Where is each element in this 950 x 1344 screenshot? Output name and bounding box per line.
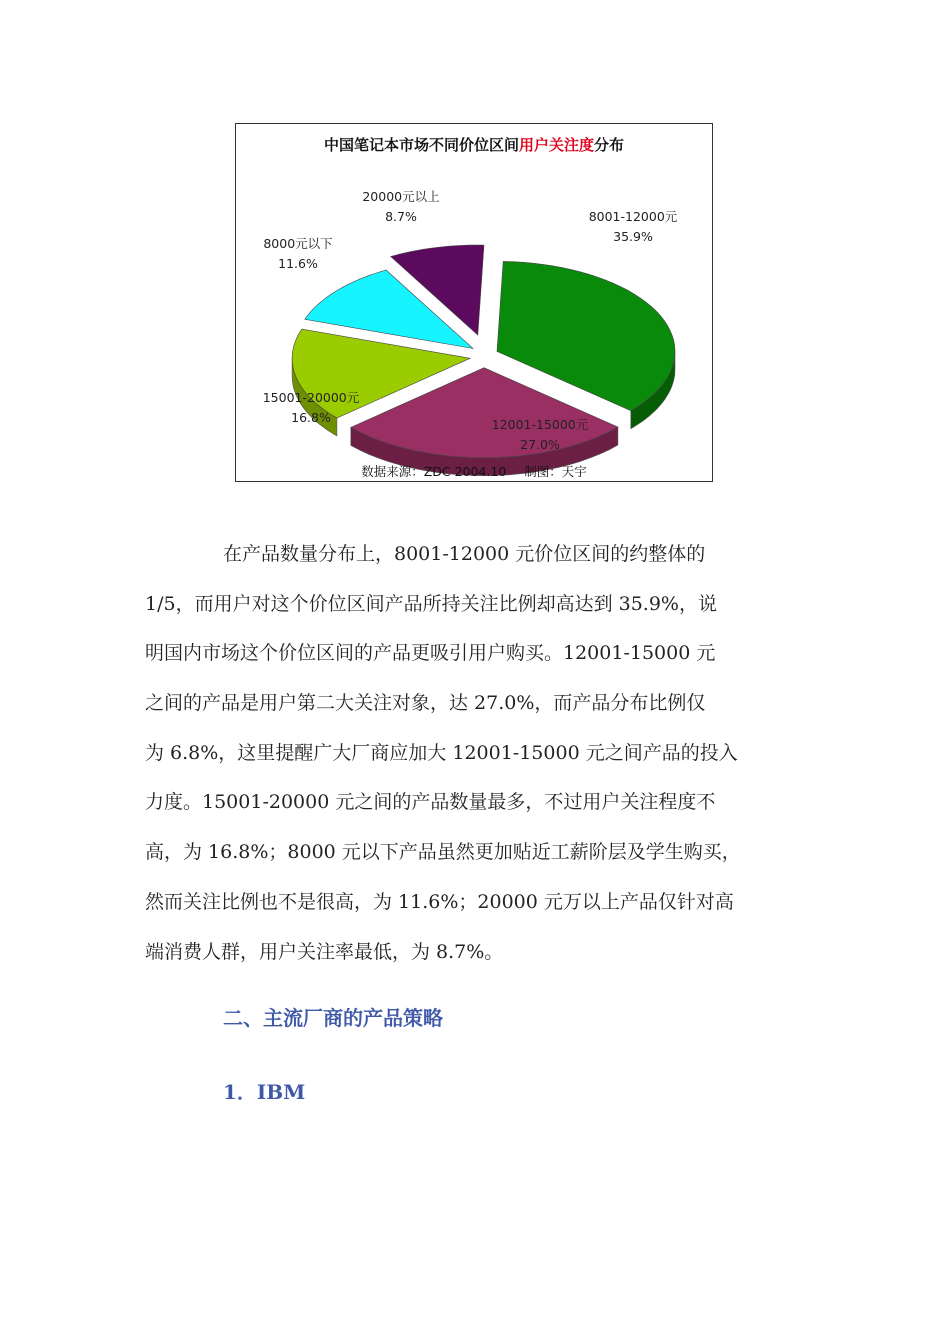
paragraph-line: 然而关注比例也不是很高，为 11.6%；20000 元万以上产品仅针对高	[145, 890, 734, 913]
chart-source	[236, 462, 712, 480]
paragraph-line: 力度。15001-20000 元之间的产品数量最多，不过用户关注程度不	[145, 791, 716, 814]
paragraph-line: 端消费人群，用户关注率最低，为 8.7%。	[145, 940, 504, 963]
slice-value-label: 35.9%	[613, 229, 653, 244]
chart-title-suffix: 分布	[594, 136, 625, 154]
slice-label: 12001-15000元	[491, 417, 589, 432]
slice-value-label: 16.8%	[291, 410, 331, 425]
paragraph-line: 之间的产品是用户第二大关注对象，达 27.0%，而产品分布比例仅	[145, 692, 706, 715]
slice-label: 15001-20000元	[262, 390, 360, 405]
slice-label: 8000元以下	[263, 236, 333, 251]
pie-chart-plot	[236, 124, 714, 483]
slice-value-label: 11.6%	[278, 256, 318, 271]
slice-label: 8001-12000元	[588, 209, 678, 224]
paragraph-line: 在产品数量分布上，8001-12000 元价位区间的约整体的	[223, 543, 706, 565]
paragraph-line: 1/5，而用户对这个价位区间产品所持关注比例却高达到 35.9%，说	[145, 592, 717, 615]
chart-title	[236, 134, 712, 155]
slice-label: 20000元以上	[362, 189, 440, 204]
paragraph-line: 为 6.8%，这里提醒广大厂商应加大 12001-15000 元之间产品的投入	[145, 741, 738, 764]
chart-title-highlight: 用户关注度	[518, 136, 594, 154]
body-paragraph	[145, 530, 810, 977]
chart-source-label: 数据来源：ZDC 2004.10	[361, 464, 507, 479]
slice-value-label: 27.0%	[520, 437, 560, 452]
paragraph-line: 明国内市场这个价位区间的产品更吸引用户购买。12001-15000 元	[145, 642, 716, 665]
section-heading: 二、主流厂商的产品策略	[223, 1006, 443, 1030]
pie-chart	[235, 123, 713, 482]
slice-value-label: 8.7%	[385, 209, 417, 224]
subsection-heading: 1．IBM	[223, 1080, 306, 1104]
chart-maker-label: 制图：天宇	[524, 464, 587, 479]
chart-title-prefix: 中国笔记本市场不同价位区间	[323, 136, 519, 154]
paragraph-line: 高，为 16.8%；8000 元以下产品虽然更加贴近工薪阶层及学生购买，	[145, 841, 741, 864]
